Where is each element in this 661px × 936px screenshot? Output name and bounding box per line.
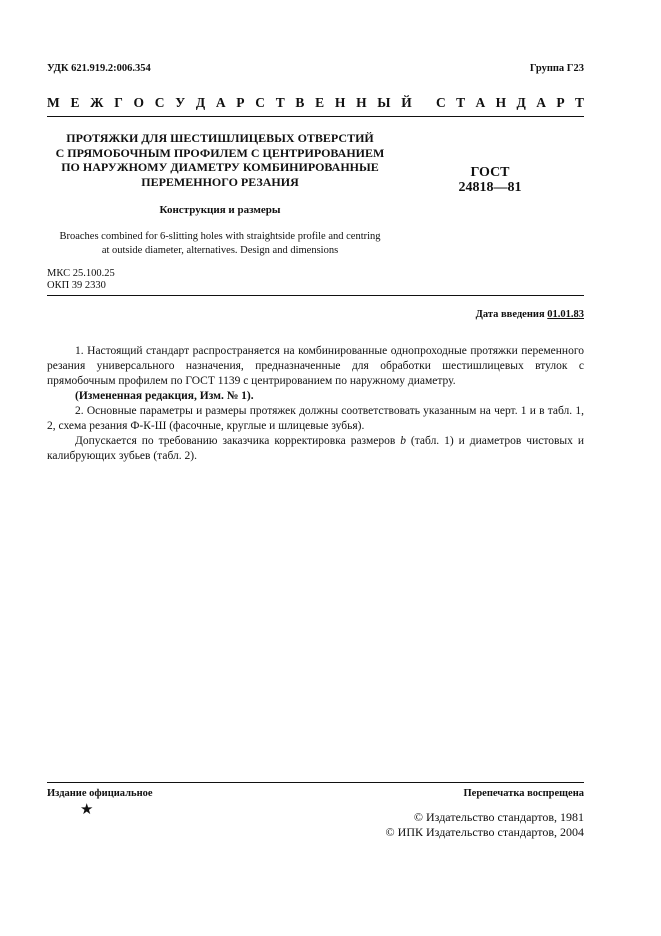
adjustment-text-start: Допускается по требованию заказчика корректировка размеров — [75, 435, 401, 447]
document-title — [47, 131, 393, 189]
banner-standard: С Т А Н Д А Р Т — [436, 95, 584, 110]
english-title-line: Broaches combined for 6-slitting holes with straightside profile and centring — [59, 231, 381, 242]
udc-code: УДК 621.919.2:006.354 — [47, 63, 151, 74]
gost-number: 24818—81 — [458, 180, 522, 195]
gost-designation — [440, 165, 540, 195]
banner-interstate: М Е Ж Г О С У Д А Р С Т В Е Н Н Ы Й — [47, 95, 412, 110]
copyright-line: © Издательство стандартов, 1981 — [413, 810, 584, 824]
mks-code: МКС 25.100.25 — [47, 268, 115, 279]
introduction-date — [476, 309, 584, 320]
date-label: Дата введения — [475, 309, 545, 320]
codes-rule — [47, 295, 584, 296]
footer-rule — [47, 782, 584, 783]
paragraph-revision-note: (Измененная редакция, Изм. № 1). — [75, 390, 254, 402]
copyright-line: © ИПК Издательство стандартов, 2004 — [385, 825, 584, 839]
paragraph-parameters: 2. Основные параметры и размеры протяжек должны соответствовать указанным на черт. 1 и в табл. 1, 2, схема резания Ф-К-Ш (фасочные, круглые и шлицевые зубья). — [47, 405, 584, 432]
document-subtitle: Конструкция и размеры — [159, 204, 281, 216]
group-code: Группа Г23 — [529, 63, 584, 74]
title-line: ПЕРЕМЕННОГО РЕЗАНИЯ — [141, 174, 299, 189]
paragraph-scope: 1. Настоящий стандарт распространяется на комбинированные однопроходные протяжки переменного резания универсального назначения, предназначенные для обработки шестишлицевых втулок с прямобочным профилем по ГОСТ 1139 с центрированием по наружному диаметру. — [47, 345, 584, 387]
variable-b: b — [400, 435, 406, 447]
title-line: С ПРЯМОБОЧНЫМ ПРОФИЛЕМ С ЦЕНТРИРОВАНИЕМ — [55, 145, 385, 160]
official-edition: Издание официальное — [47, 788, 153, 799]
standard-banner — [47, 95, 584, 111]
okp-code: ОКП 39 2330 — [47, 279, 106, 291]
adjustment-text-end: (табл. 1) и диаметров чистовых и калибрующих зубьев (табл. 2). — [47, 435, 584, 462]
copyright-block — [386, 810, 584, 840]
title-line: ПРОТЯЖКИ ДЛЯ ШЕСТИШЛИЦЕВЫХ ОТВЕРСТИЙ — [66, 131, 374, 145]
paragraph-adjustment — [47, 434, 584, 464]
gost-label: ГОСТ — [470, 165, 510, 180]
english-title — [47, 230, 393, 258]
reprint-prohibited: Перепечатка воспрещена — [463, 788, 584, 799]
classification-codes — [47, 268, 115, 291]
header-rule — [47, 116, 584, 117]
english-title-line: at outside diameter, alternatives. Design and dimensions — [101, 245, 339, 256]
date-value: 01.01.83 — [547, 309, 584, 320]
title-line: ПО НАРУЖНОМУ ДИАМЕТРУ КОМБИНИРОВАННЫЕ — [61, 160, 379, 174]
document-body — [47, 344, 584, 464]
star-icon: ★ — [80, 802, 94, 818]
